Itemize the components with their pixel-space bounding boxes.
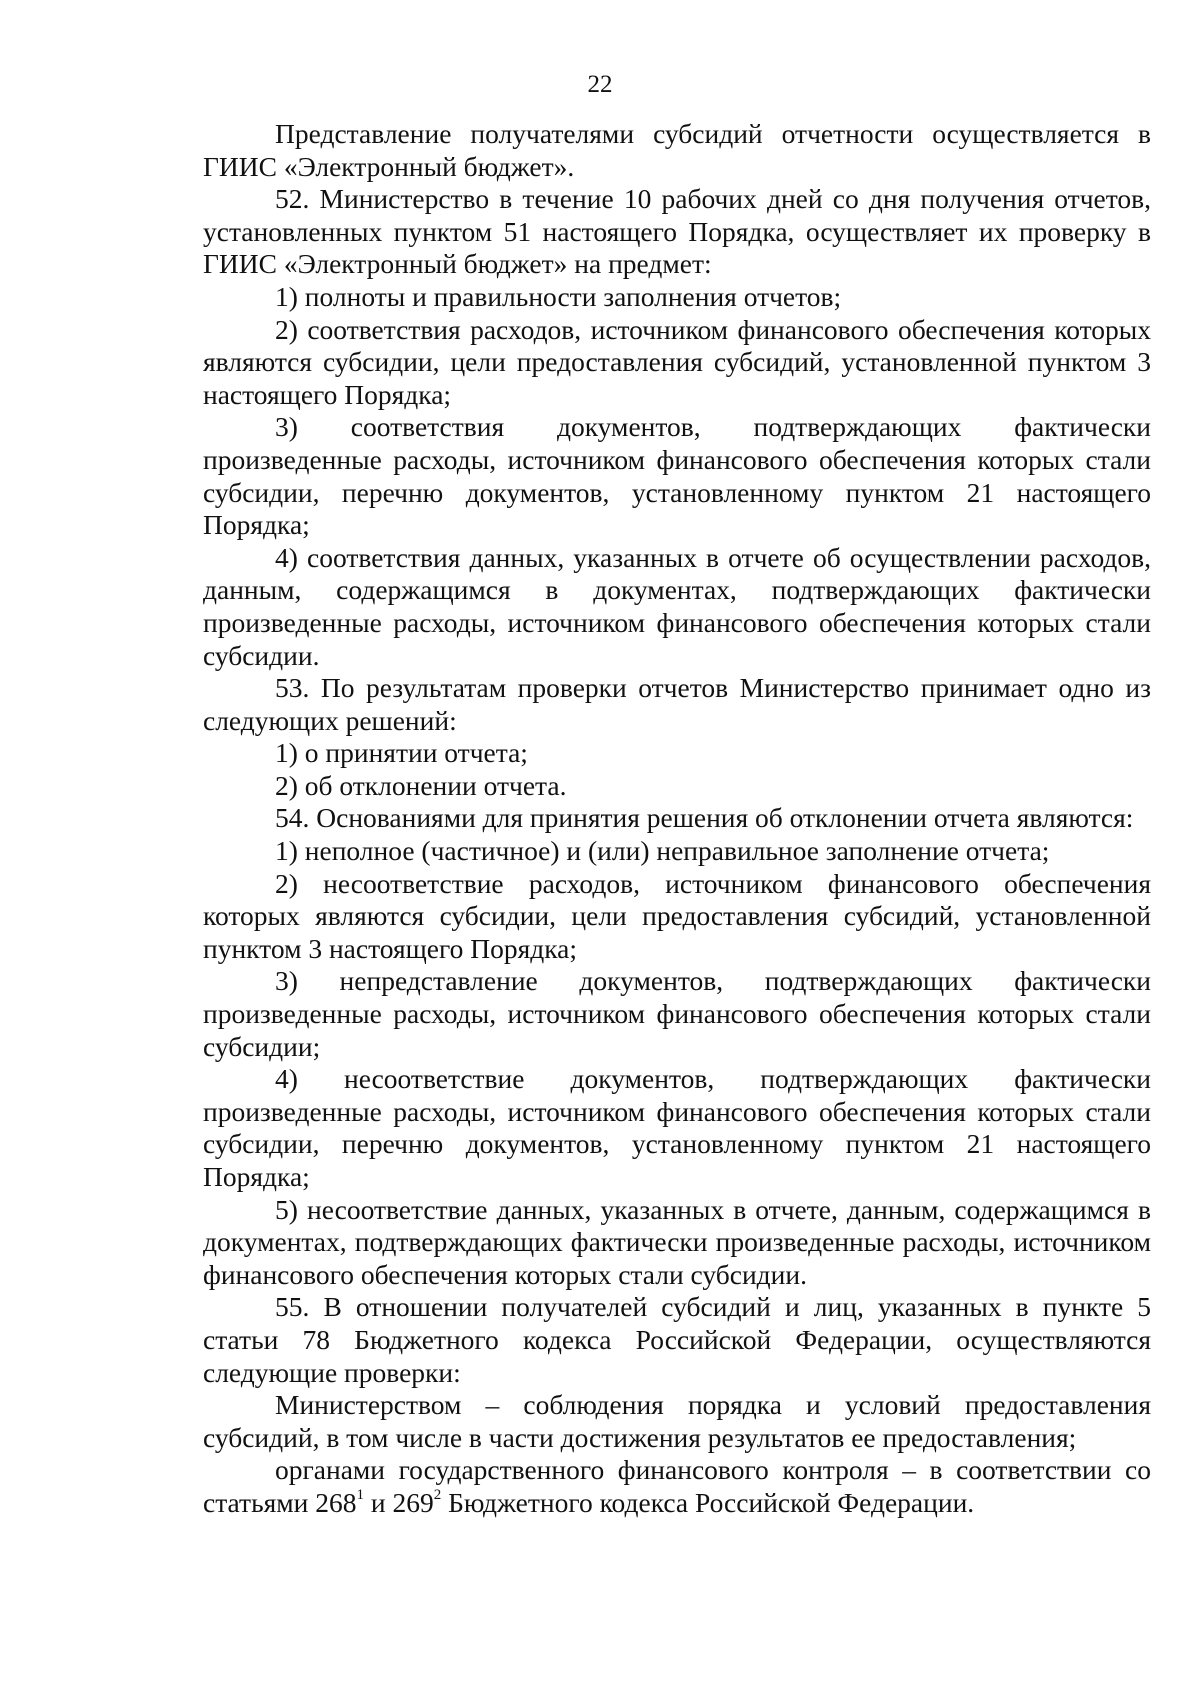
list-item: 3) непредставление документов, подтверждающих фактически произведенные расходы, источником финансового обеспечения которых стали субсидии; xyxy=(203,965,1151,1062)
page-number: 22 xyxy=(587,71,613,98)
paragraph: Представление получателями субсидий отчетности осуществляется в ГИИС «Электронный бюджет». xyxy=(203,118,1151,182)
list-item: 4) соответствия данных, указанных в отчете об осуществлении расходов, данным, содержащимся в документах, подтверждающих фактически произведенные расходы, источником финансового обеспечения которых стали субсидии. xyxy=(203,541,1151,671)
list-item: 2) соответствия расходов, источником финансового обеспечения которых являются субсидии, цели предоставления субсидий, установленной пунктом 3 настоящего Порядка; xyxy=(203,313,1151,410)
text-fragment: и 269 xyxy=(364,1486,434,1518)
paragraph-55: 55. В отношении получателей субсидий и лиц, указанных в пункте 5 статьи 78 Бюджетного кодекса Российской Федерации, осуществляются следующие проверки: xyxy=(203,1291,1151,1388)
paragraph-52: 52. Министерство в течение 10 рабочих дней со дня получения отчетов, установленных пунктом 51 настоящего Порядка, осуществляет их проверку в ГИИС «Электронный бюджет» на предмет: xyxy=(203,183,1151,280)
document-body xyxy=(203,118,1151,1520)
paragraph-last xyxy=(203,1454,1151,1519)
text-fragment: Бюджетного кодекса Российской Федерации. xyxy=(441,1486,975,1518)
paragraph: Министерством – соблюдения порядка и условий предоставления субсидий, в том числе в части достижения результатов ее предоставления; xyxy=(203,1389,1151,1453)
superscript: 1 xyxy=(356,1486,365,1503)
list-item: 5) несоответствие данных, указанных в отчете, данным, содержащимся в документах, подтверждающих фактически произведенные расходы, источником финансового обеспечения которых стали субсидии. xyxy=(203,1193,1151,1290)
paragraph-53: 53. По результатам проверки отчетов Министерство принимает одно из следующих решений: xyxy=(203,672,1151,736)
list-item: 4) несоответствие документов, подтверждающих фактически произведенные расходы, источником финансового обеспечения которых стали субсидии, перечню документов, установленному пунктом 21 настоящего Порядка; xyxy=(203,1063,1151,1192)
list-item: 2) об отклонении отчета. xyxy=(275,769,567,801)
list-item: 1) неполное (частичное) и (или) неправильное заполнение отчета; xyxy=(275,835,1050,867)
superscript: 2 xyxy=(433,1486,442,1503)
list-item: 2) несоответствие расходов, источником финансового обеспечения которых являются субсидии, цели предоставления субсидий, установленной пунктом 3 настоящего Порядка; xyxy=(203,867,1151,964)
list-item: 1) полноты и правильности заполнения отчетов; xyxy=(275,280,842,312)
text-fragment: органами государственного финансового контроля – в соответствии со статьями 268 xyxy=(203,1454,1151,1518)
list-item: 1) о принятии отчета; xyxy=(275,737,528,769)
paragraph-54: 54. Основаниями для принятия решения об отклонении отчета являются: xyxy=(275,802,1134,834)
list-item: 3) соответствия документов, подтверждающих фактически произведенные расходы, источником финансового обеспечения которых стали субсидии, перечню документов, установленному пунктом 21 настоящего Порядка; xyxy=(203,411,1151,541)
